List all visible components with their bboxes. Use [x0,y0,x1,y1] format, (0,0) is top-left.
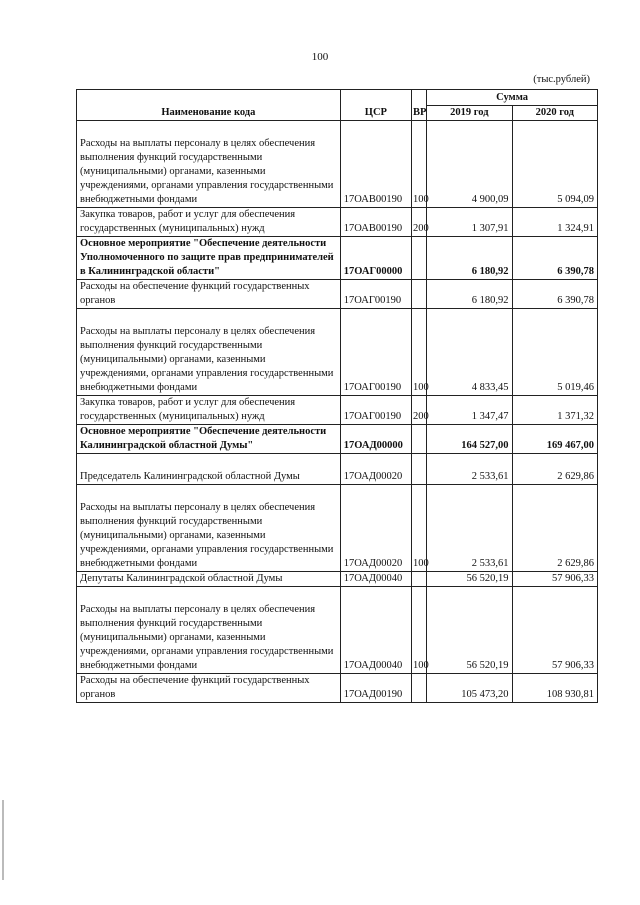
row-vr-cell [412,454,427,485]
row-2019-cell: 105 473,20 [427,674,512,703]
row-2020-cell: 108 930,81 [512,674,597,703]
row-name-cell: Председатель Калининградской областной Думы [77,454,341,485]
table-row [77,208,598,237]
header-sum: Сумма [427,90,598,106]
row-2020-cell: 2 629,86 [512,454,597,485]
row-vr-cell: 100 [412,121,427,208]
units-label: (тыс.рублей) [533,74,590,85]
row-csr-cell: 17ОАВ00190 [340,121,411,208]
row-2019-cell: 2 533,61 [427,454,512,485]
table-row [77,280,598,309]
row-vr-cell [412,674,427,703]
header-csr: ЦСР [340,90,411,121]
row-name-cell: Депутаты Калининградской областной Думы [77,572,341,587]
row-vr-cell: 200 [412,208,427,237]
row-csr-cell: 17ОАД00020 [340,454,411,485]
table-row [77,237,598,280]
row-vr-cell: 100 [412,485,427,572]
table-row [77,425,598,454]
row-2019-cell: 1 347,47 [427,396,512,425]
scan-margin-mark [2,800,4,880]
row-name-cell: Основное мероприятие "Обеспечение деятельности Калининградской областной Думы" [77,425,341,454]
row-2020-cell: 6 390,78 [512,237,597,280]
row-csr-cell: 17ОАД00000 [340,425,411,454]
row-2020-cell: 1 371,32 [512,396,597,425]
budget-table [76,89,598,703]
row-vr-cell [412,280,427,309]
row-2020-cell: 6 390,78 [512,280,597,309]
row-2020-cell: 5 094,09 [512,121,597,208]
row-vr-cell [412,572,427,587]
table-row [77,121,598,208]
row-2019-cell: 6 180,92 [427,237,512,280]
row-2020-cell: 169 467,00 [512,425,597,454]
row-name-cell: Расходы на выплаты персоналу в целях обеспечения выполнения функций государственными (муниципальными) органами, казенными учреждениями, органами управления государственными внебюджетными фондами [77,485,341,572]
row-name-cell: Расходы на обеспечение функций государственных органов [77,280,341,309]
row-2019-cell: 56 520,19 [427,587,512,674]
table-row [77,572,598,587]
row-csr-cell: 17ОАГ00190 [340,280,411,309]
row-name-cell: Закупка товаров, работ и услуг для обеспечения государственных (муниципальных) нужд [77,396,341,425]
row-csr-cell: 17ОАД00020 [340,485,411,572]
header-2020: 2020 год [512,105,597,121]
row-2019-cell: 6 180,92 [427,280,512,309]
row-csr-cell: 17ОАГ00190 [340,309,411,396]
row-2019-cell: 1 307,91 [427,208,512,237]
row-2020-cell: 57 906,33 [512,587,597,674]
row-name-cell: Расходы на обеспечение функций государственных органов [77,674,341,703]
page-number: 100 [311,51,329,63]
row-name-cell: Основное мероприятие "Обеспечение деятельности Уполномоченного по защите прав предпринимателей в Калининградской области" [77,237,341,280]
row-name-cell: Закупка товаров, работ и услуг для обеспечения государственных (муниципальных) нужд [77,208,341,237]
table-row [77,485,598,572]
row-csr-cell: 17ОАГ00190 [340,396,411,425]
row-vr-cell: 100 [412,587,427,674]
row-2019-cell: 2 533,61 [427,485,512,572]
row-2020-cell: 5 019,46 [512,309,597,396]
table-row [77,396,598,425]
row-vr-cell [412,425,427,454]
header-name: Наименование кода [77,90,341,121]
table-row [77,587,598,674]
row-csr-cell: 17ОАГ00000 [340,237,411,280]
row-2019-cell: 56 520,19 [427,572,512,587]
header-vr: ВР [412,90,427,121]
table-row [77,674,598,703]
row-2020-cell: 1 324,91 [512,208,597,237]
row-name-cell: Расходы на выплаты персоналу в целях обеспечения выполнения функций государственными (муниципальными) органами, казенными учреждениями, органами управления государственными внебюджетными фондами [77,587,341,674]
table-row [77,309,598,396]
row-csr-cell: 17ОАД00190 [340,674,411,703]
row-csr-cell: 17ОАД00040 [340,587,411,674]
table-row [77,454,598,485]
row-name-cell: Расходы на выплаты персоналу в целях обеспечения выполнения функций государственными (муниципальными) органами, казенными учреждениями, органами управления государственными внебюджетными фондами [77,121,341,208]
row-2019-cell: 4 900,09 [427,121,512,208]
row-vr-cell: 100 [412,309,427,396]
header-2019: 2019 год [427,105,512,121]
row-csr-cell: 17ОАВ00190 [340,208,411,237]
row-2019-cell: 164 527,00 [427,425,512,454]
row-name-cell: Расходы на выплаты персоналу в целях обеспечения выполнения функций государственными (муниципальными) органами, казенными учреждениями, органами управления государственными внебюджетными фондами [77,309,341,396]
row-csr-cell: 17ОАД00040 [340,572,411,587]
row-2020-cell: 57 906,33 [512,572,597,587]
row-2020-cell: 2 629,86 [512,485,597,572]
row-vr-cell: 200 [412,396,427,425]
row-2019-cell: 4 833,45 [427,309,512,396]
row-vr-cell [412,237,427,280]
